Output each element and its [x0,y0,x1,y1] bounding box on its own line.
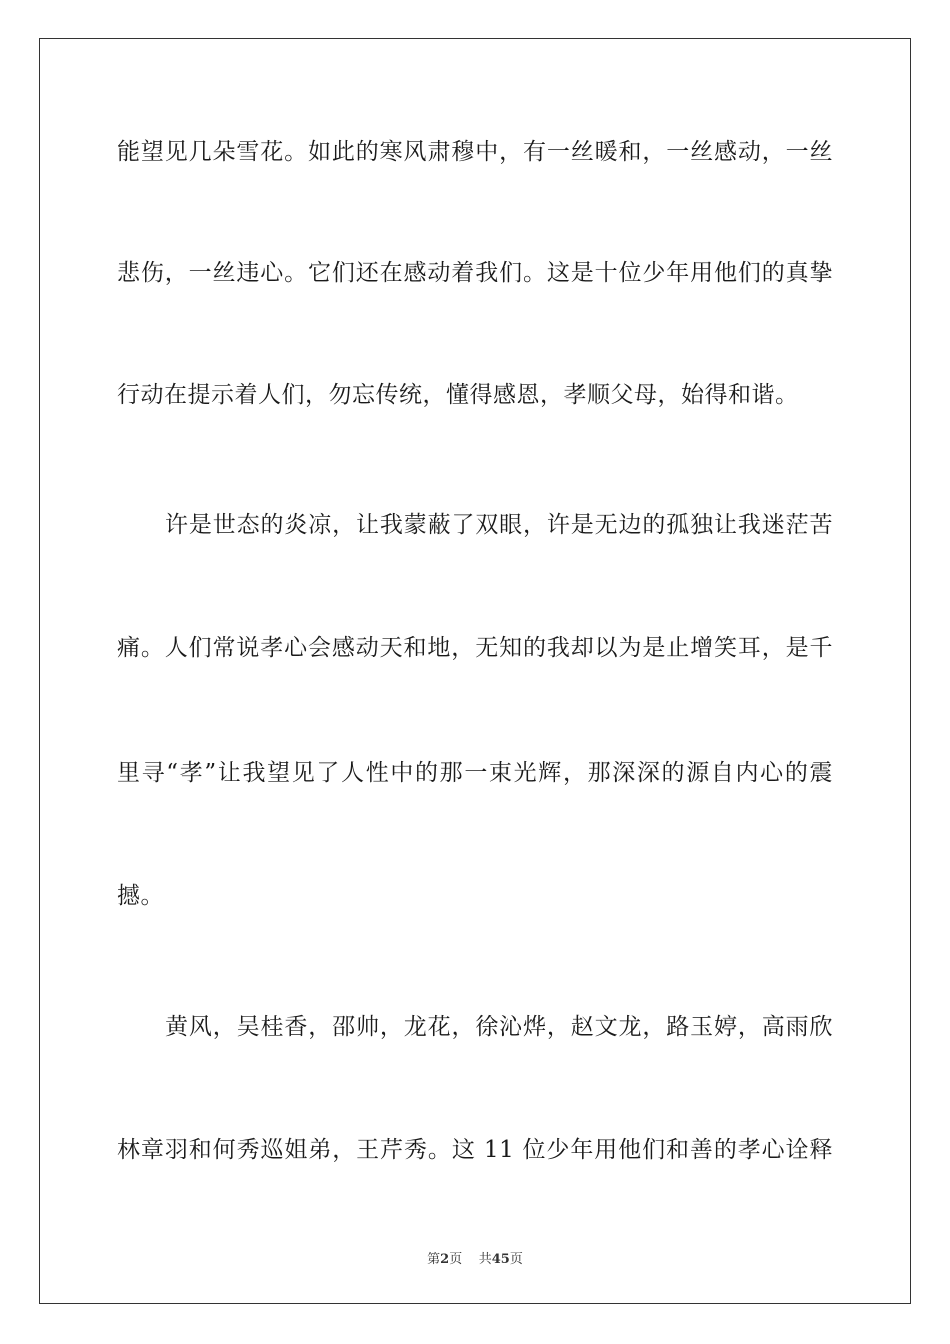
paragraph-line-2: 悲伤，一丝违心。它们还在感动着我们。这是十位少年用他们的真挚 [117,260,833,286]
total-suffix: 页 [509,1252,523,1267]
paragraph-line-5: 痛。人们常说孝心会感动天和地，无知的我却以为是止增笑耳，是千 [117,635,833,661]
page-number: 2 [440,1252,450,1267]
page-suffix: 页 [449,1252,463,1267]
page-footer [0,1248,950,1267]
paragraph-line-1: 能望见几朵雪花。如此的寒风肃穆中，有一丝暖和，一丝感动，一丝 [117,139,833,165]
page-border [39,38,911,1304]
paragraph-line-3: 行动在提示着人们，勿忘传统，懂得感恩，孝顺父母，始得和谐。 [117,382,799,408]
total-prefix: 共 [478,1252,492,1267]
total-pages: 45 [491,1252,510,1267]
page-prefix: 第 [427,1252,441,1267]
paragraph-line-7: 撼。 [117,883,164,909]
paragraph-line-9: 林章羽和何秀巡姐弟，王芹秀。这 11 位少年用他们和善的孝心诠释 [117,1137,833,1163]
paragraph-line-8: 黄风，吴桂香，邵帅，龙花，徐沁烨，赵文龙，路玉婷，高雨欣 [165,1014,833,1040]
paragraph-line-6: 里寻“孝”让我望见了人性中的那一束光辉，那深深的源自内心的震 [117,760,833,786]
paragraph-line-4: 许是世态的炎凉，让我蒙蔽了双眼，许是无边的孤独让我迷茫苦 [165,512,833,538]
